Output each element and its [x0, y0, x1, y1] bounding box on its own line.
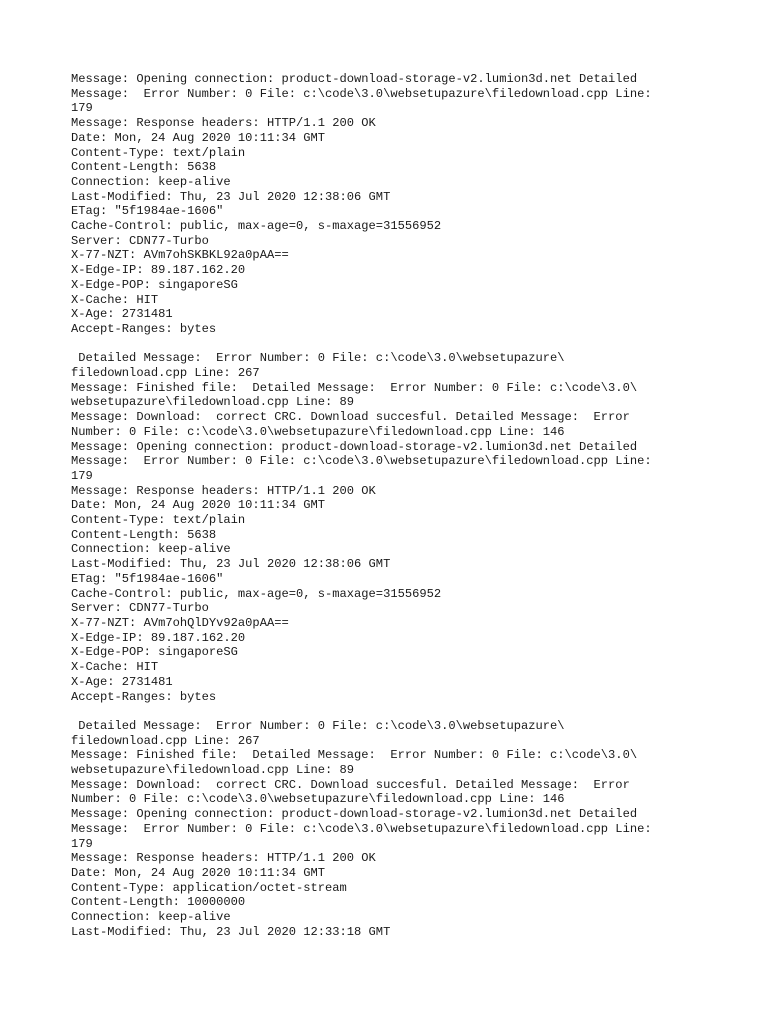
log-line: X-Edge-IP: 89.187.162.20 — [71, 630, 246, 645]
log-line: Message: Response headers: HTTP/1.1 200 OK — [71, 483, 376, 498]
log-line: Connection: keep-alive — [71, 910, 231, 925]
log-line: Cache-Control: public, max-age=0, s-maxage=31556952 — [71, 586, 442, 601]
log-line: Connection: keep-alive — [71, 542, 231, 557]
log-line: Date: Mon, 24 Aug 2020 10:11:34 GMT — [71, 498, 326, 513]
log-line: 179 — [71, 836, 93, 851]
log-line: X-Edge-POP: singaporeSG — [71, 277, 238, 292]
log-line: Message: Response headers: HTTP/1.1 200 OK — [71, 851, 376, 866]
log-line: Number: 0 File: c:\code\3.0\websetupazure\filedownload.cpp Line: 146 — [71, 424, 565, 439]
log-line: Server: CDN77-Turbo — [71, 233, 209, 248]
log-line — [71, 337, 731, 352]
log-line: Server: CDN77-Turbo — [71, 601, 209, 616]
log-line: Message: Response headers: HTTP/1.1 200 OK — [71, 116, 376, 131]
log-line: X-77-NZT: AVm7ohSKBKL92a0pAA== — [71, 248, 289, 263]
log-line: ETag: "5f1984ae-1606" — [71, 204, 224, 219]
log-line: X-Age: 2731481 — [71, 307, 173, 322]
log-line: Last-Modified: Thu, 23 Jul 2020 12:38:06 GMT — [71, 189, 391, 204]
log-line: Number: 0 File: c:\code\3.0\websetupazure\filedownload.cpp Line: 146 — [71, 792, 565, 807]
log-line: Content-Length: 5638 — [71, 527, 217, 542]
log-line: Message: Error Number: 0 File: c:\code\3.0\websetupazure\filedownload.cpp Line: — [71, 454, 652, 469]
log-line: X-Age: 2731481 — [71, 674, 173, 689]
log-line: Message: Opening connection: product-download-storage-v2.lumion3d.net Detailed — [71, 439, 638, 454]
log-line: 179 — [71, 468, 93, 483]
log-line: Message: Opening connection: product-download-storage-v2.lumion3d.net Detailed — [71, 807, 638, 822]
log-line: X-Cache: HIT — [71, 292, 159, 307]
log-line: websetupazure\filedownload.cpp Line: 89 — [71, 395, 355, 410]
log-line: Content-Length: 5638 — [71, 160, 217, 175]
log-line: Content-Type: text/plain — [71, 513, 246, 528]
log-line: Message: Finished file: Detailed Message: Error Number: 0 File: c:\code\3.0\ — [71, 748, 638, 763]
log-line: Message: Error Number: 0 File: c:\code\3.0\websetupazure\filedownload.cpp Line: — [71, 821, 652, 836]
log-line: filedownload.cpp Line: 267 — [71, 366, 260, 381]
log-line: X-Edge-POP: singaporeSG — [71, 645, 238, 660]
log-line: 179 — [71, 101, 93, 116]
log-line: Connection: keep-alive — [71, 174, 231, 189]
log-line: Date: Mon, 24 Aug 2020 10:11:34 GMT — [71, 865, 326, 880]
log-line: Accept-Ranges: bytes — [71, 321, 217, 336]
log-line: Message: Error Number: 0 File: c:\code\3.0\websetupazure\filedownload.cpp Line: — [71, 86, 652, 101]
log-line: ETag: "5f1984ae-1606" — [71, 571, 224, 586]
log-line: filedownload.cpp Line: 267 — [71, 733, 260, 748]
log-line: Accept-Ranges: bytes — [71, 689, 217, 704]
log-line: Message: Opening connection: product-download-storage-v2.lumion3d.net Detailed — [71, 72, 638, 86]
log-line: Message: Download: correct CRC. Download succesful. Detailed Message: Error — [71, 777, 630, 792]
log-line: Message: Download: correct CRC. Download succesful. Detailed Message: Error — [71, 410, 630, 425]
log-line: websetupazure\filedownload.cpp Line: 89 — [71, 763, 355, 778]
log-line: Last-Modified: Thu, 23 Jul 2020 12:38:06 GMT — [71, 557, 391, 572]
log-line: Detailed Message: Error Number: 0 File: c:\code\3.0\websetupazure\ — [71, 718, 565, 733]
log-line: Message: Finished file: Detailed Message: Error Number: 0 File: c:\code\3.0\ — [71, 380, 638, 395]
log-line: Content-Type: application/octet-stream — [71, 880, 347, 895]
log-line: X-77-NZT: AVm7ohQlDYv92a0pAA== — [71, 616, 289, 630]
log-line: X-Cache: HIT — [71, 660, 159, 675]
log-line: Detailed Message: Error Number: 0 File: c:\code\3.0\websetupazure\ — [71, 351, 565, 366]
log-line: Content-Type: text/plain — [71, 145, 246, 160]
log-line: X-Edge-IP: 89.187.162.20 — [71, 263, 246, 278]
log-line: Date: Mon, 24 Aug 2020 10:11:34 GMT — [71, 130, 326, 145]
log-line: Content-Length: 10000000 — [71, 895, 246, 910]
log-line: Last-Modified: Thu, 23 Jul 2020 12:33:18 GMT — [71, 924, 391, 939]
log-line — [71, 704, 731, 719]
log-line: Cache-Control: public, max-age=0, s-maxage=31556952 — [71, 219, 442, 234]
log-text-block — [71, 72, 731, 939]
